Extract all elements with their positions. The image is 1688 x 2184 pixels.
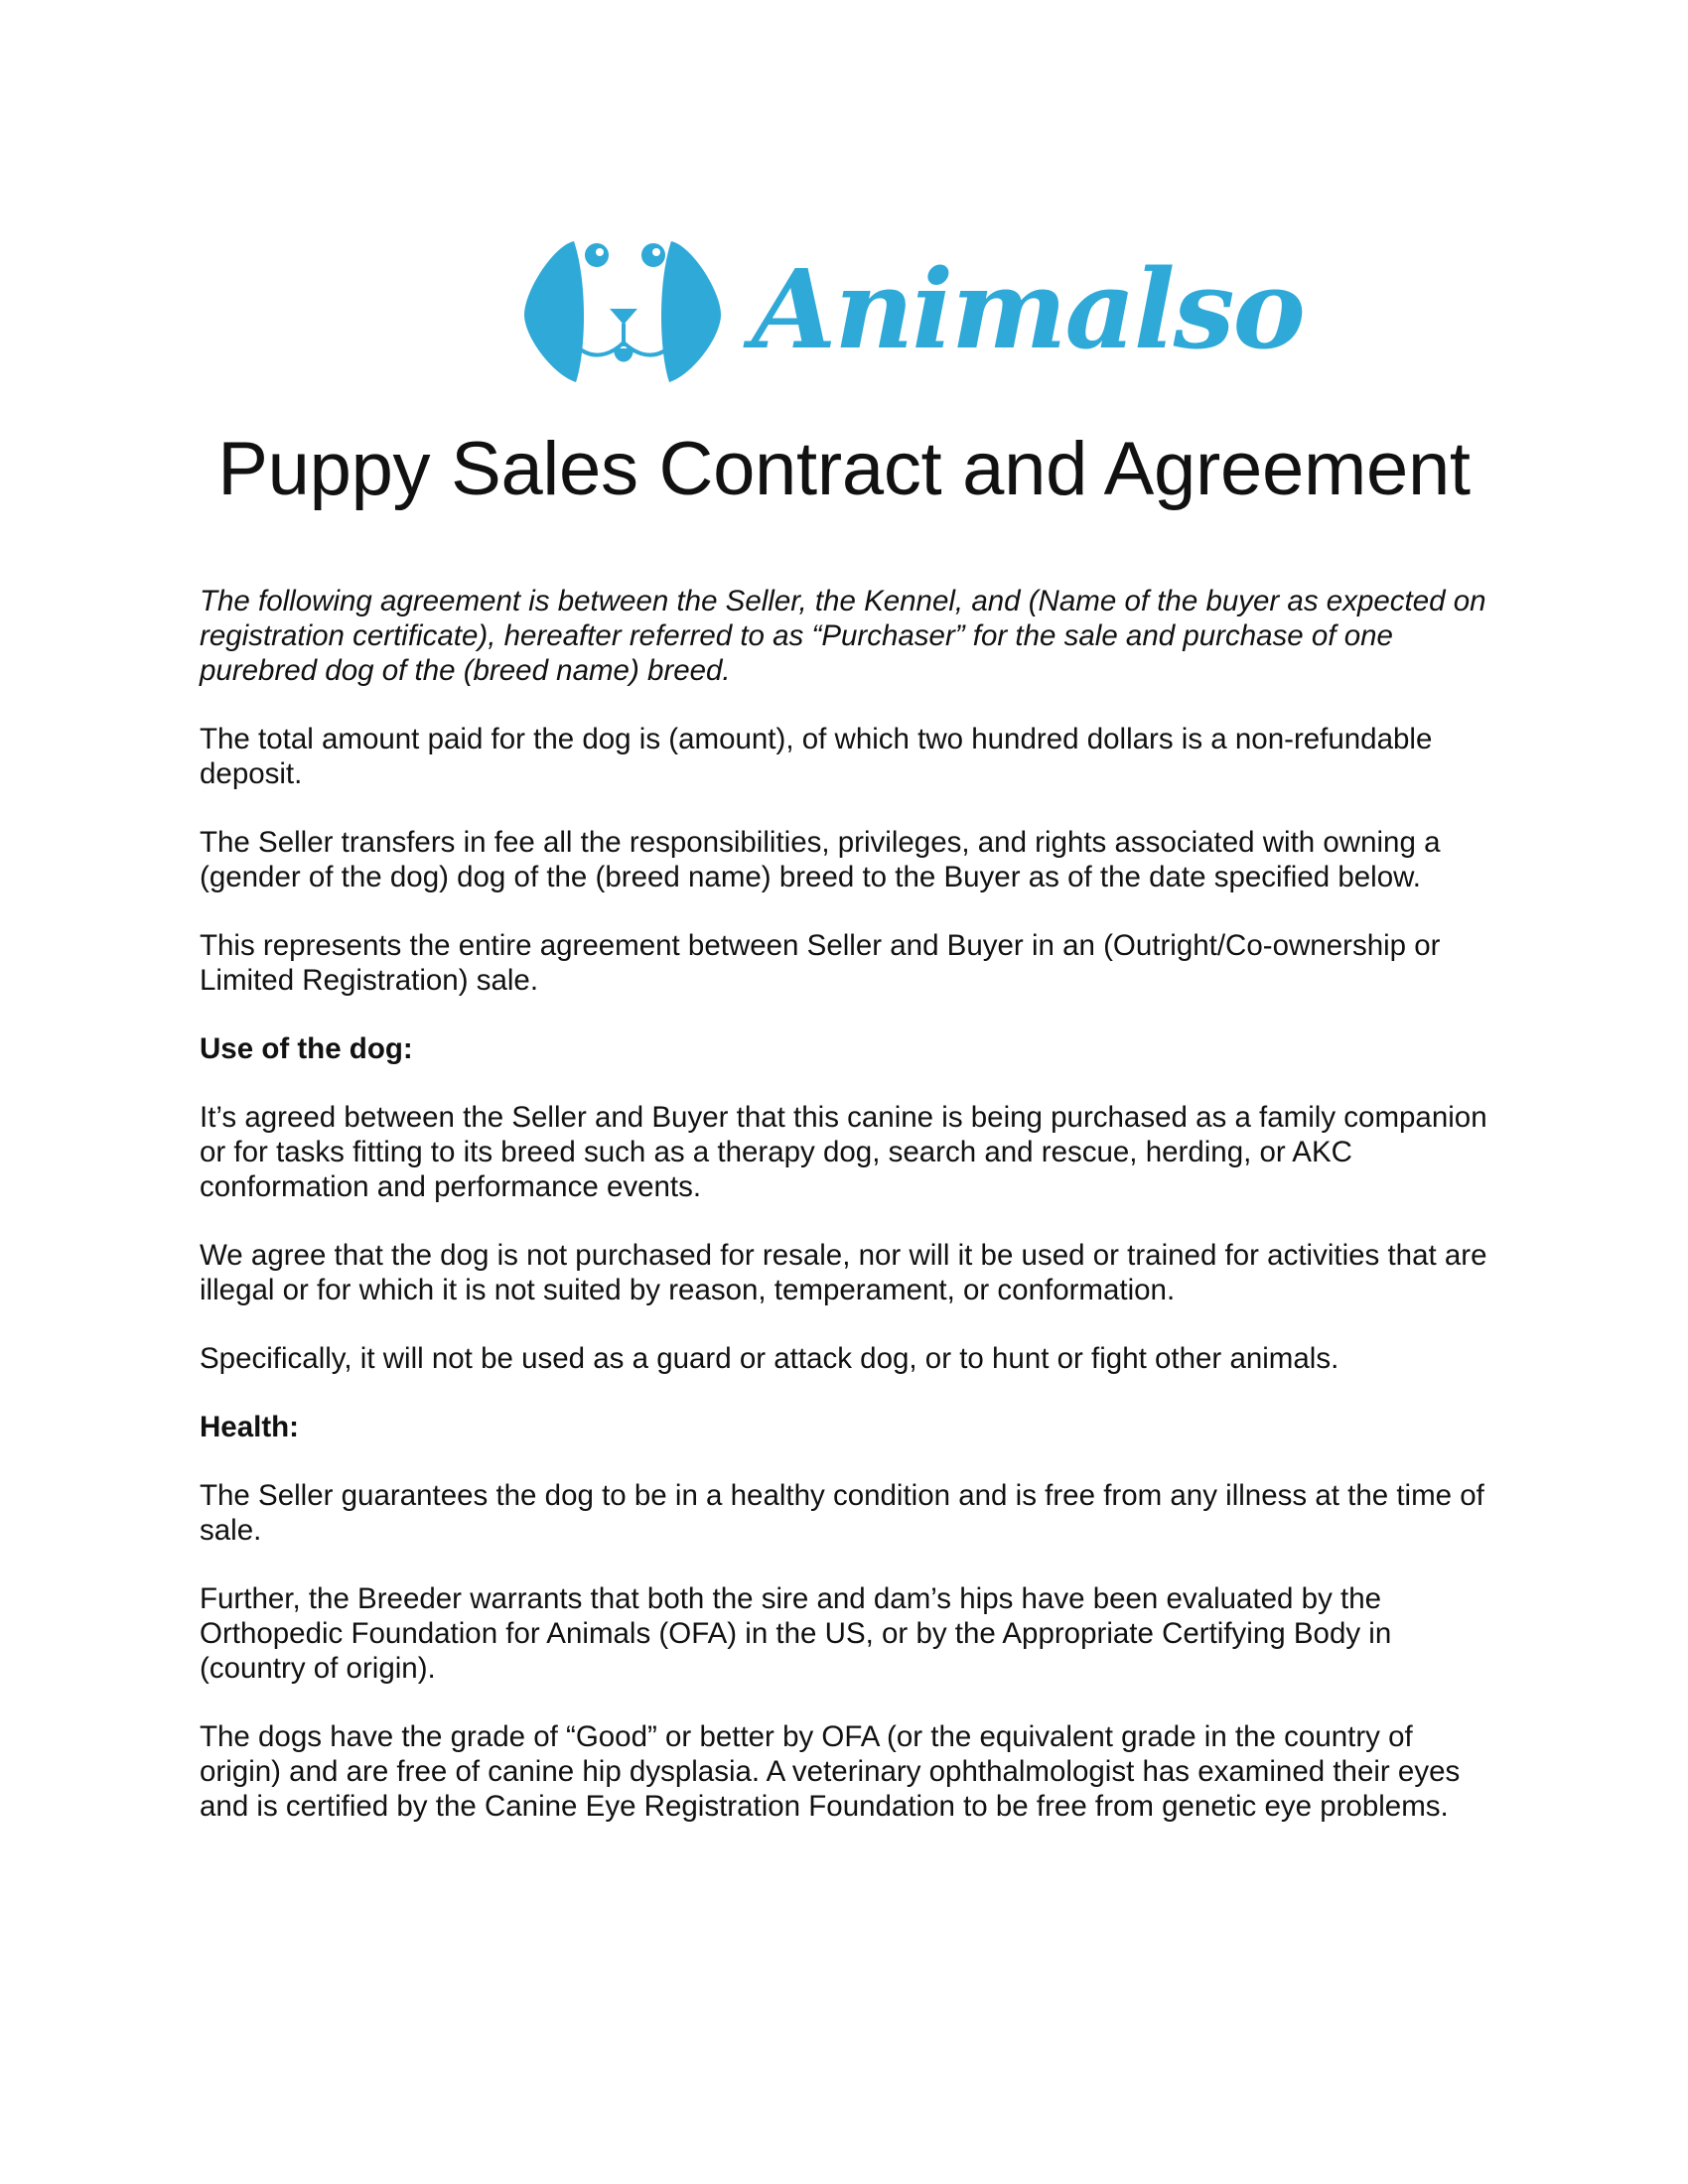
- use-paragraph-3: Specifically, it will not be used as a guard or attack dog, or to hunt or fight other animals.: [200, 1342, 1339, 1375]
- use-paragraph-1: It’s agreed between the Seller and Buyer that this canine is being purchased as a family companion or for tasks fitting to its breed such as a therapy dog, search and rescue, herding, or AKC conformation and performance events.: [200, 1101, 1487, 1203]
- transfer-paragraph: The Seller transfers in fee all the responsibilities, privileges, and rights associated with owning a (gender of the dog) dog of the (breed name) breed to the Buyer as of the date specified below.: [200, 826, 1441, 893]
- health-paragraph-2: Further, the Breeder warrants that both the sire and dam’s hips have been evaluated by the Orthopedic Foundation for Animals (OFA) in the US, or by the Appropriate Certifying Body in (country of origin).: [200, 1582, 1392, 1685]
- contract-body: [200, 584, 1490, 1857]
- amount-paragraph: The total amount paid for the dog is (amount), of which two hundred dollars is a non-refundable deposit.: [200, 723, 1433, 790]
- agreement-type-paragraph: This represents the entire agreement between Seller and Buyer in an (Outright/Co-ownership or Limited Registration) sale.: [200, 929, 1441, 997]
- animalso-logo: [516, 233, 1304, 392]
- document-title: Puppy Sales Contract and Agreement: [217, 427, 1471, 511]
- use-paragraph-2: We agree that the dog is not purchased for resale, nor will it be used or trained for activities that are illegal or for which it is not suited by reason, temperament, or conformation.: [200, 1239, 1487, 1306]
- dog-face-icon: [516, 233, 735, 392]
- health-paragraph-1: The Seller guarantees the dog to be in a healthy condition and is free from any illness at the time of sale.: [200, 1479, 1484, 1547]
- health-heading: Health:: [200, 1411, 299, 1443]
- intro-paragraph: The following agreement is between the Seller, the Kennel, and (Name of the buyer as expected on registration certificate), hereafter referred to as “Purchaser” for the sale and purchase of one purebred dog of the (breed name) breed.: [200, 585, 1486, 687]
- health-paragraph-3: The dogs have the grade of “Good” or better by OFA (or the equivalent grade in the country of origin) and are free of canine hip dysplasia. A veterinary ophthalmologist has examined their eyes and is certified by the Canine Eye Registration Foundation to be free from genetic eye problems.: [200, 1720, 1461, 1823]
- use-of-dog-heading: Use of the dog:: [200, 1032, 413, 1065]
- animalso-wordmark: Animalso: [752, 245, 1304, 373]
